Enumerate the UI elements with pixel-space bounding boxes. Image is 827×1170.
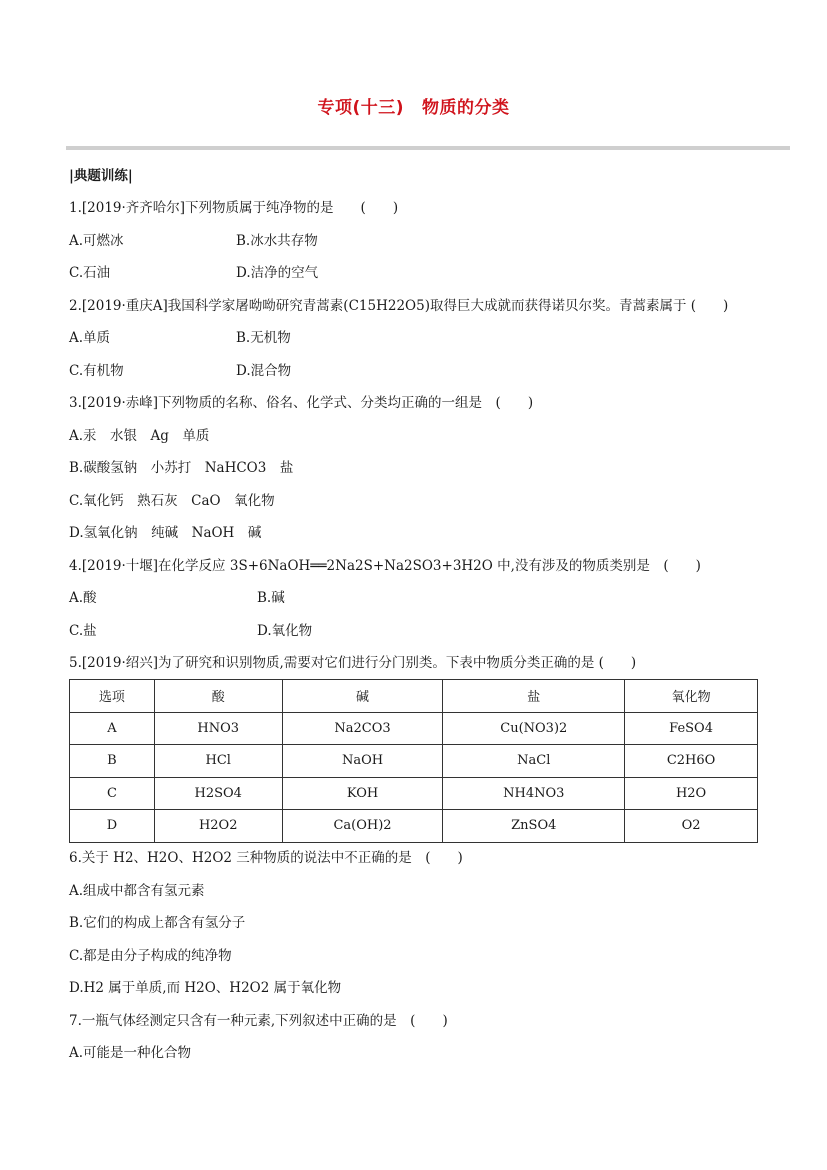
table-cell: H2O2 [154, 810, 282, 843]
table-cell: A [70, 712, 155, 745]
question-4-option-a: A.酸 [69, 590, 97, 606]
question-6-option-c: C.都是由分子构成的纯净物 [69, 948, 232, 964]
question-5-stem: 5.[2019·绍兴]为了研究和识别物质,需要对它们进行分门别类。下表中物质分类正确的是 ( ) [69, 655, 637, 671]
table-header-cell: 碱 [282, 680, 443, 713]
question-3-option-a: A.汞 水银 Ag 单质 [69, 428, 210, 444]
classification-table [69, 679, 758, 843]
table-cell: B [70, 745, 155, 778]
table-row [70, 745, 758, 778]
question-2-option-c: C.有机物 [69, 363, 124, 379]
question-4-option-d: D.氧化物 [257, 623, 313, 639]
title-topic-number: 专项(十三) [317, 98, 405, 118]
question-1-option-d: D.洁净的空气 [236, 265, 319, 281]
table-cell: Na2CO3 [282, 712, 443, 745]
question-3-option-b: B.碳酸氢钠 小苏打 NaHCO3 盐 [69, 460, 294, 476]
table-cell: KOH [282, 777, 443, 810]
question-4-stem: 4.[2019·十堰]在化学反应 3S+6NaOH══2Na2S+Na2SO3+3H2O 中,没有涉及的物质类别是 ( ) [69, 558, 701, 574]
table-cell: NaOH [282, 745, 443, 778]
question-3-option-d: D.氢氧化钠 纯碱 NaOH 碱 [69, 525, 262, 541]
question-1-option-a: A.可燃冰 [69, 233, 124, 249]
table-cell: HNO3 [154, 712, 282, 745]
table-cell: H2O [625, 777, 758, 810]
table-header-cell: 盐 [443, 680, 625, 713]
table-header-cell: 酸 [154, 680, 282, 713]
question-1-option-c: C.石油 [69, 265, 111, 281]
table-cell: HCl [154, 745, 282, 778]
table-cell: H2SO4 [154, 777, 282, 810]
question-6-option-a: A.组成中都含有氢元素 [69, 883, 205, 899]
table-cell: Ca(OH)2 [282, 810, 443, 843]
table-cell: NH4NO3 [443, 777, 625, 810]
table-header-row [70, 680, 758, 713]
question-3-option-c: C.氧化钙 熟石灰 CaO 氧化物 [69, 493, 275, 509]
question-4-option-b: B.碱 [257, 590, 285, 606]
question-2-stem: 2.[2019·重庆A]我国科学家屠呦呦研究青蒿素(C15H22O5)取得巨大成就而获得诺贝尔奖。青蒿素属于 ( ) [69, 298, 729, 314]
question-4-option-c: C.盐 [69, 623, 97, 639]
question-2-option-d: D.混合物 [236, 363, 292, 379]
question-6-option-d: D.H2 属于单质,而 H2O、H2O2 属于氧化物 [69, 980, 342, 996]
table-header-cell: 选项 [70, 680, 155, 713]
table-cell: D [70, 810, 155, 843]
table-cell: FeSO4 [625, 712, 758, 745]
table-row [70, 777, 758, 810]
question-7-stem: 7.一瓶气体经测定只含有一种元素,下列叙述中正确的是 ( ) [69, 1013, 448, 1029]
table-cell: Cu(NO3)2 [443, 712, 625, 745]
question-3-stem: 3.[2019·赤峰]下列物质的名称、俗名、化学式、分类均正确的一组是 ( ) [69, 395, 534, 411]
question-6-stem: 6.关于 H2、H2O、H2O2 三种物质的说法中不正确的是 ( ) [69, 850, 463, 866]
title-topic-name: 物质的分类 [422, 98, 510, 118]
section-label: |典题训练| [69, 168, 133, 184]
table-row [70, 810, 758, 843]
question-7-option-a: A.可能是一种化合物 [69, 1045, 192, 1061]
question-1-option-b: B.冰水共存物 [236, 233, 318, 249]
title-divider [66, 146, 790, 150]
question-6-option-b: B.它们的构成上都含有氢分子 [69, 915, 246, 931]
table-header-cell: 氧化物 [625, 680, 758, 713]
question-2-option-a: A.单质 [69, 330, 111, 346]
table-cell: ZnSO4 [443, 810, 625, 843]
table-cell: NaCl [443, 745, 625, 778]
table-cell: O2 [625, 810, 758, 843]
table-cell: C [70, 777, 155, 810]
page-title [0, 93, 827, 118]
table-row [70, 712, 758, 745]
table-cell: C2H6O [625, 745, 758, 778]
question-1-stem: 1.[2019·齐齐哈尔]下列物质属于纯净物的是 ( ) [69, 200, 399, 216]
question-2-option-b: B.无机物 [236, 330, 291, 346]
